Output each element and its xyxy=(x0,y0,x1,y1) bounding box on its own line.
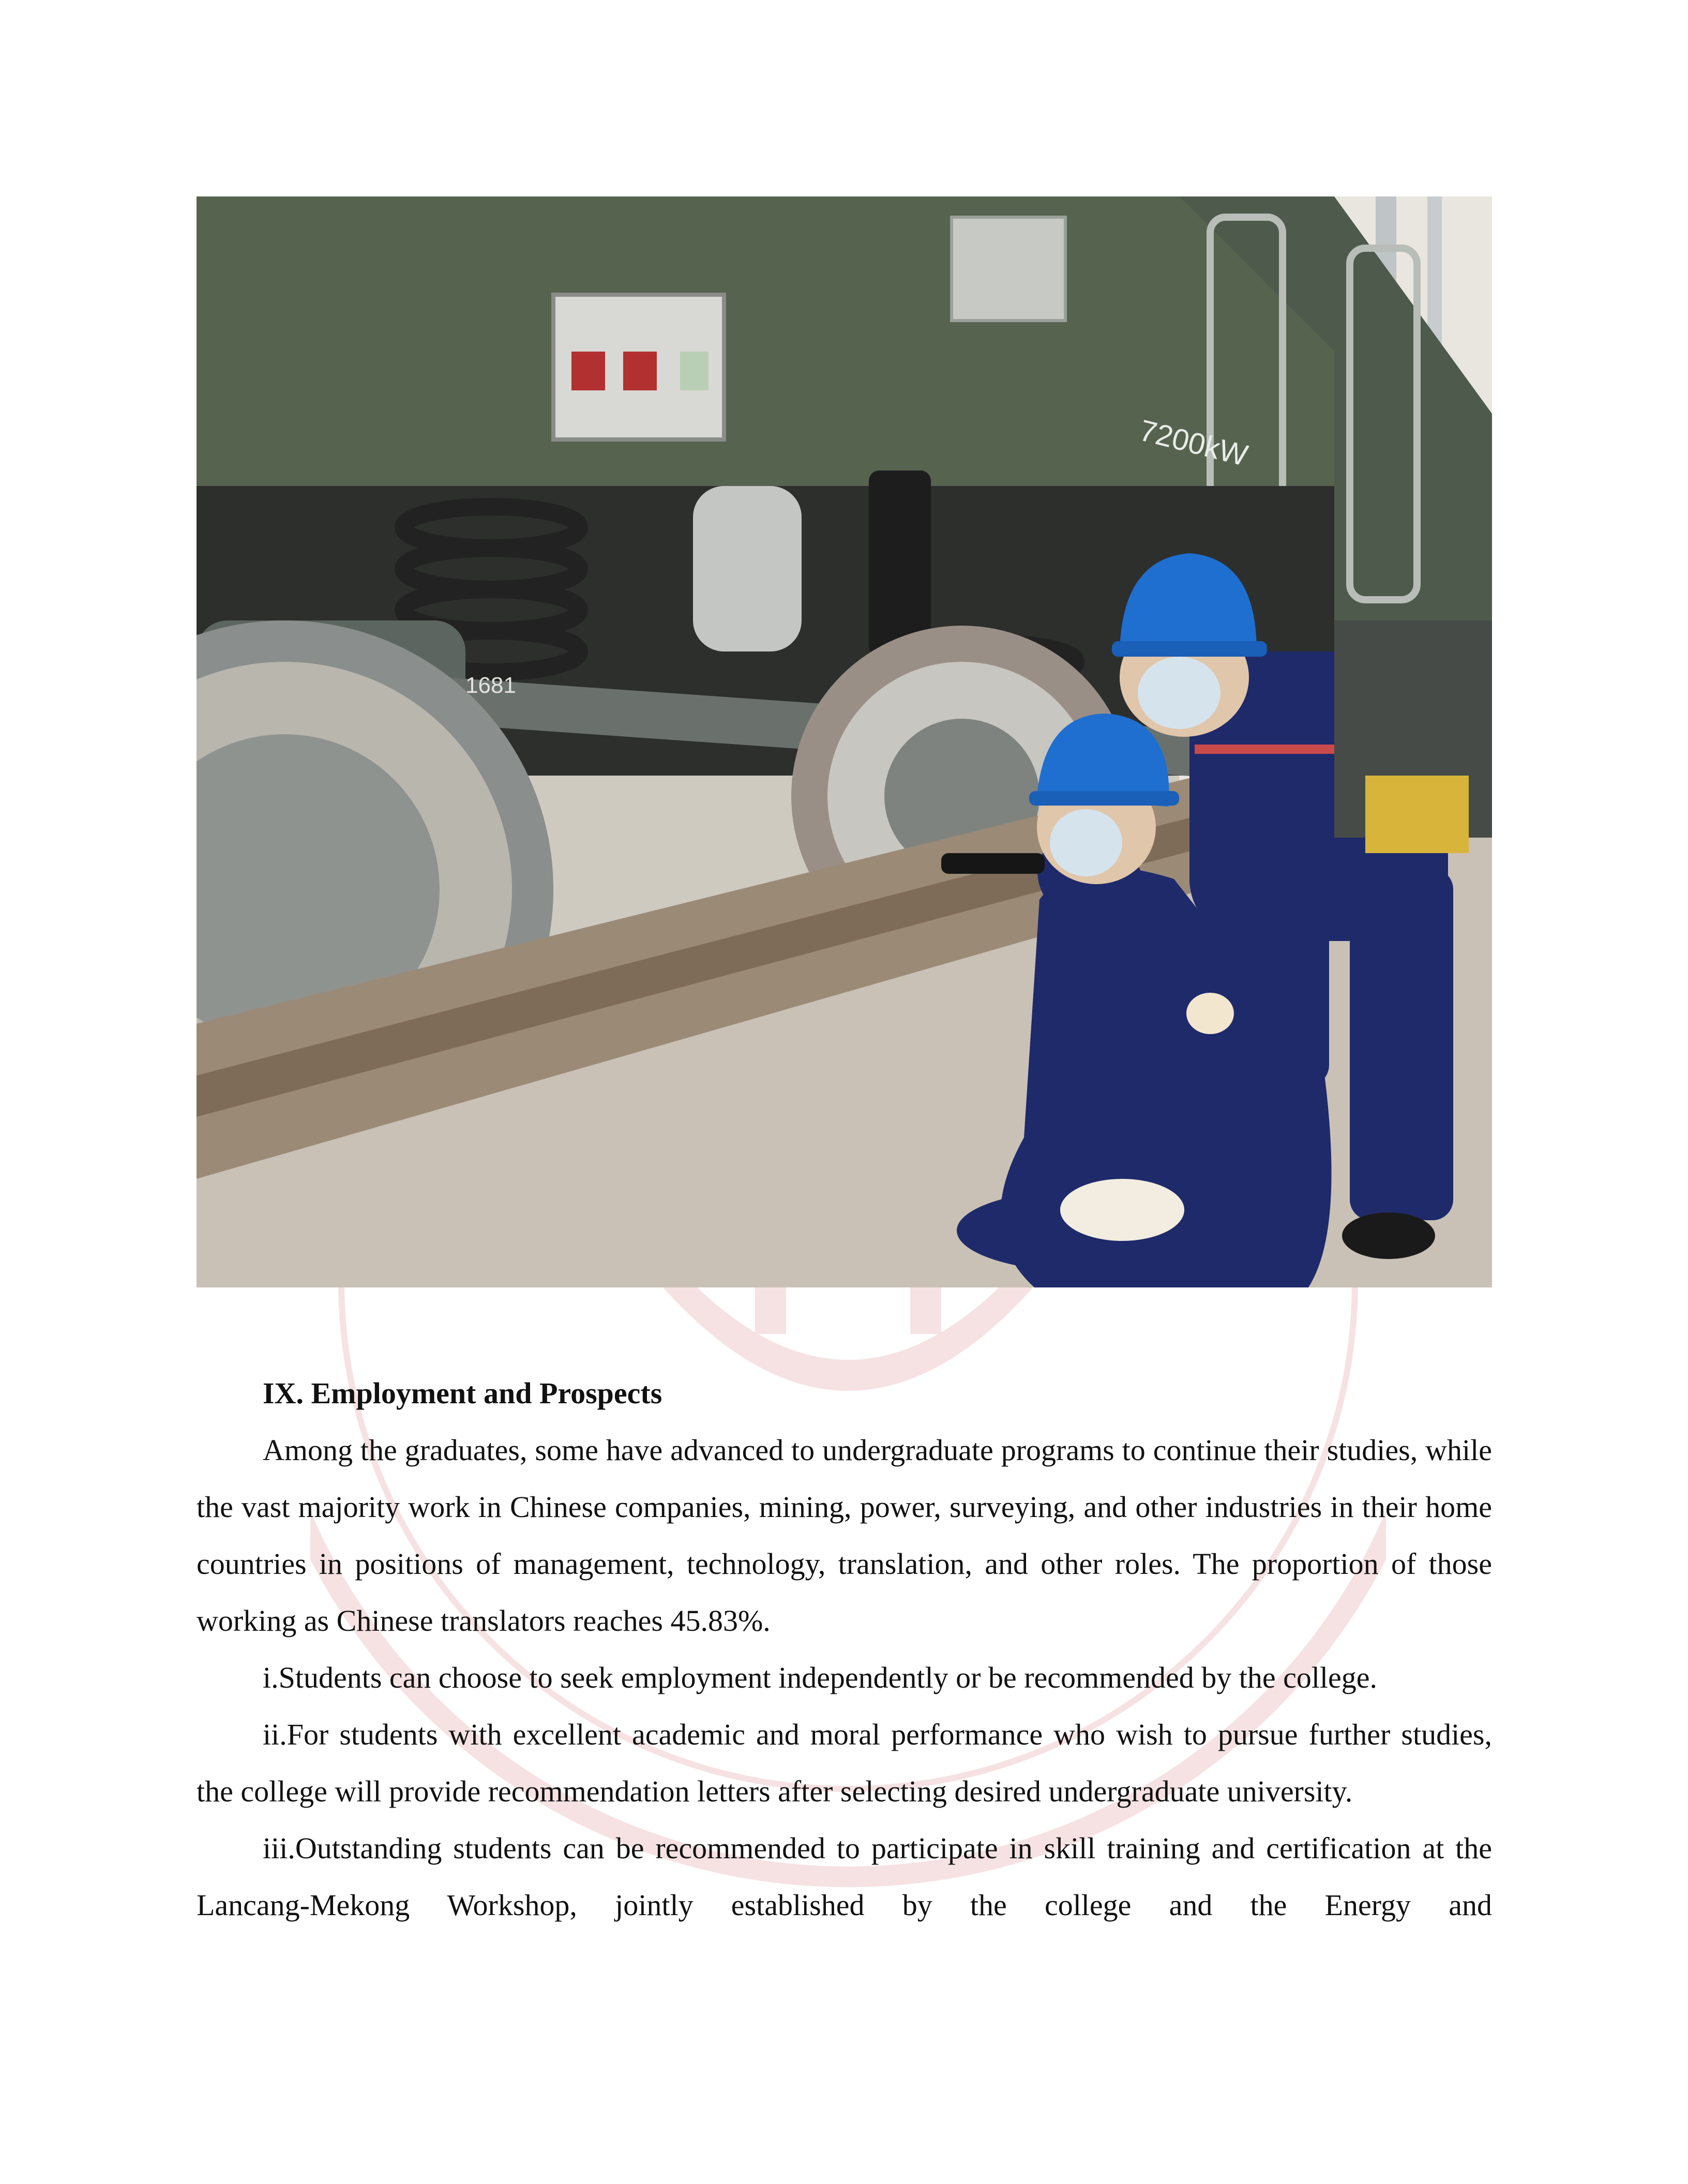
power-rating-label: 7200kW xyxy=(1136,413,1252,473)
paragraph-item-ii: ii.For students with excellent academic and moral performance who wish to pursue further studies, the college will provide recommendation letters after selecting desired undergraduate university. xyxy=(197,1718,1492,1808)
section-heading: IX. Employment and Prospects xyxy=(263,1376,662,1410)
bogie-number-label: 1681 xyxy=(465,673,516,698)
locomotive-inspection-photo xyxy=(197,196,1492,1287)
employment-section xyxy=(197,1365,1492,1934)
paragraph-item-iii: iii.Outstanding students can be recommended to participate in skill training and certification at the Lancang-Mekong Workshop, jointly established by the college and the Energy and xyxy=(197,1831,1492,1922)
paragraph-graduates: Among the graduates, some have advanced to undergraduate programs to continue their studies, while the vast majority work in Chinese companies, mining, power, surveying, and other industries in their home countries in positions of management, technology, translation, and other roles. The proportion of those working as Chinese translators reaches 45.83%. xyxy=(197,1433,1492,1637)
paragraph-item-i: i.Students can choose to seek employment independently or be recommended by the college. xyxy=(263,1661,1378,1694)
